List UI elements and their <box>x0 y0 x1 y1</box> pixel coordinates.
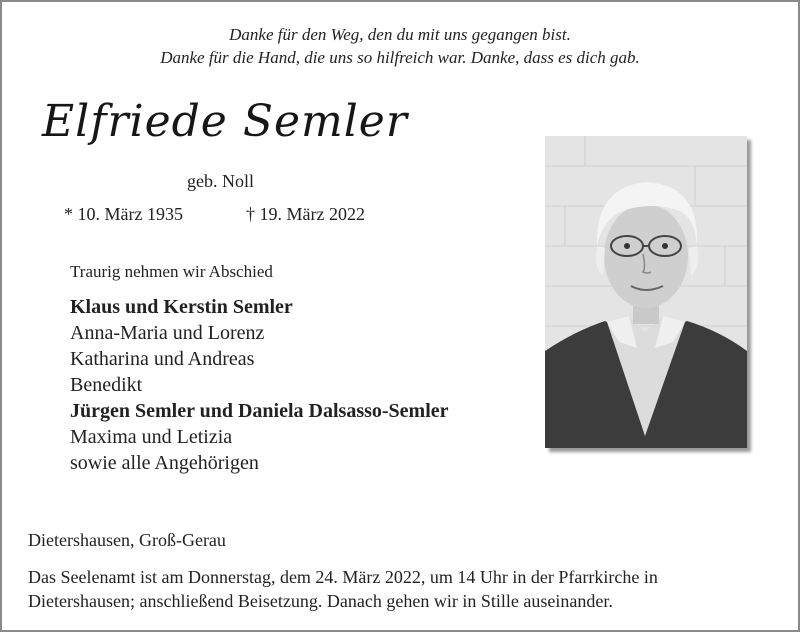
deceased-name: Elfriede Semler <box>42 96 408 147</box>
family-line: Katharina und Andreas <box>70 348 255 370</box>
portrait-illustration <box>545 136 747 448</box>
birth-date: * 10. März 1935 <box>64 204 183 224</box>
place-line: Dietershausen, Groß-Gerau <box>28 530 226 550</box>
service-notice-line-1: Das Seelenamt ist am Donnerstag, dem 24. März 2022, um 14 Uhr in der Pfarrkirche in <box>28 567 658 587</box>
family-line: Jürgen Semler und Daniela Dalsasso-Semler <box>70 400 449 422</box>
verse-line-2: Danke für die Hand, die uns so hilfreich war. Danke, dass es dich gab. <box>160 48 640 67</box>
portrait-photo <box>545 136 747 448</box>
family-line: sowie alle Angehörigen <box>70 452 259 474</box>
verse-line-1: Danke für den Weg, den du mit uns gegangen bist. <box>229 25 571 44</box>
family-line: Klaus und Kerstin Semler <box>70 296 293 318</box>
family-line: Maxima und Letizia <box>70 426 233 448</box>
family-line: Anna-Maria und Lorenz <box>70 322 265 344</box>
maiden-name: geb. Noll <box>187 171 254 191</box>
mourning-intro: Traurig nehmen wir Abschied <box>70 262 273 281</box>
service-notice-line-2: Dietershausen; anschließend Beisetzung. Danach gehen wir in Stille auseinander. <box>28 591 613 611</box>
death-date: † 19. März 2022 <box>246 204 365 224</box>
family-line: Benedikt <box>70 374 143 396</box>
